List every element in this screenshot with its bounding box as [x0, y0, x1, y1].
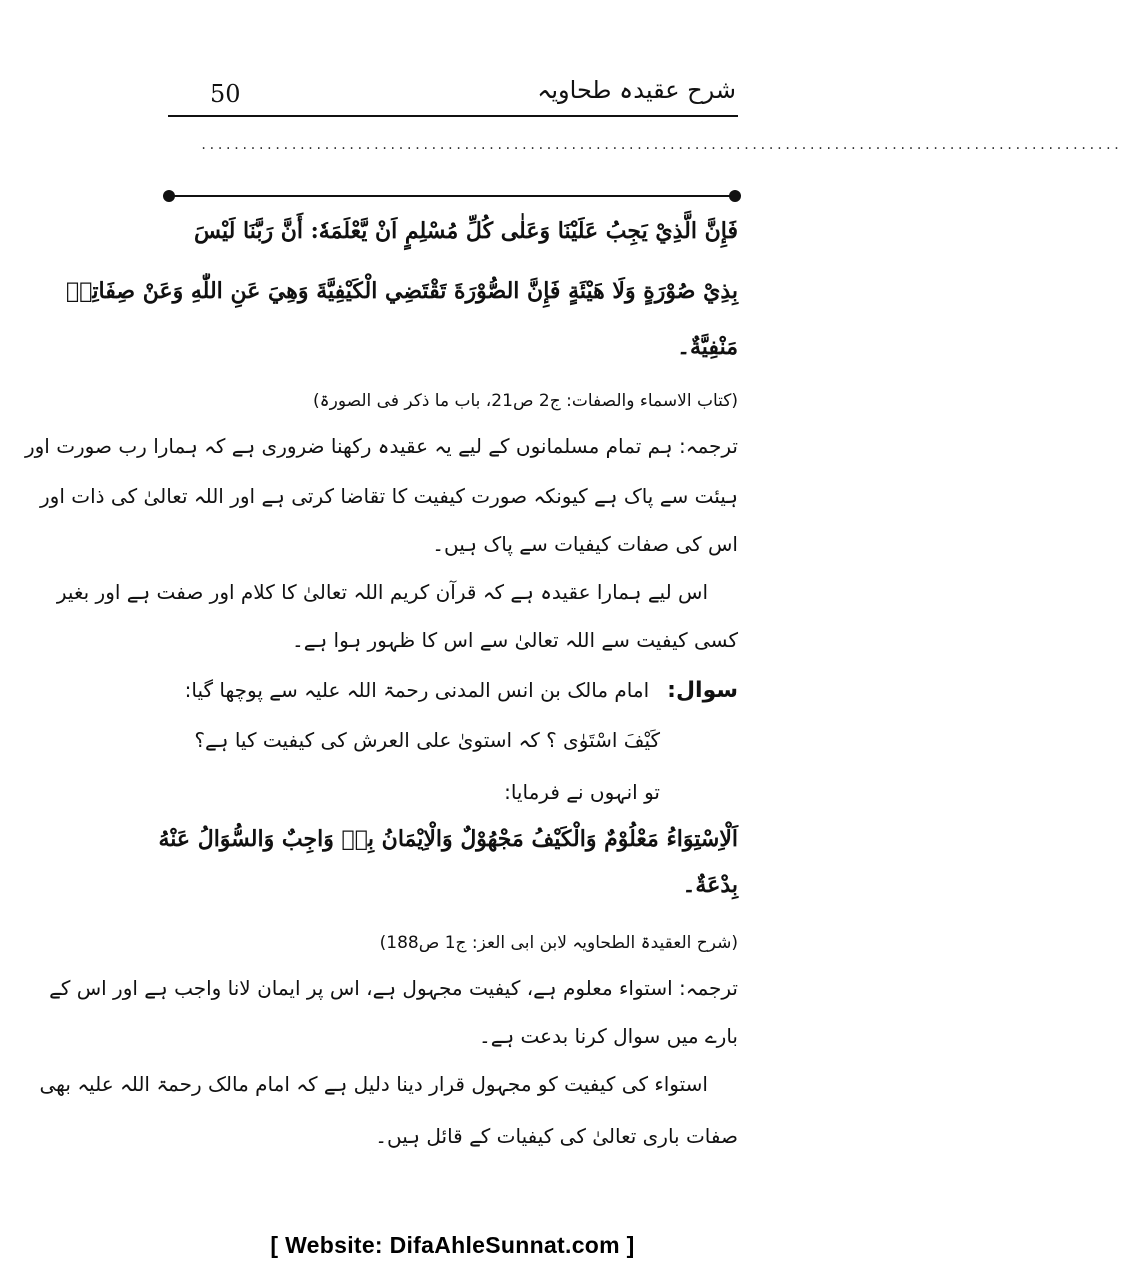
question-label: سوال:: [667, 678, 738, 703]
arabic-quote-1-line-1: فَإِنَّ الَّذِيْ يَجِبُ عَلَيْنَا وَعَلٰى كُلِّ مُسْلِمٍ اَنْ يَّعْلَمَهٗ: أَنَّ رَبَّنَا لَيْسَ: [193, 218, 738, 244]
reference-2: (شرح العقیدۃ الطحاویہ لابن ابی العز: ج1 ص188): [379, 933, 738, 953]
divider-dot-right: [729, 190, 741, 202]
dot-leader: ................................................................................................................: [200, 138, 1121, 152]
translation-2-line-2: بارے میں سوال کرنا بدعت ہے۔: [479, 1024, 738, 1048]
website-footer: [ Website: DifaAhleSunnat.com ]: [270, 1232, 635, 1258]
translation-1-line-3: اس کی صفات کیفیات سے پاک ہیں۔: [432, 532, 738, 556]
arabic-quote-2-line-2: بِدْعَةٌ۔: [682, 872, 738, 898]
arabic-quote-1-line-2: بِذِيْ صُوْرَةٍ وَلَا هَيْئَةٍ فَإِنَّ الصُّوْرَةَ تَقْتَضِي الْكَيْفِيَّةَ وَهِيَ عَنِ اللّٰهِ وَعَنْ صِفَاتِهٖ: [66, 278, 738, 304]
paragraph-1-line-1: اس لیے ہمارا عقیدہ ہے کہ قرآن کریم اللہ تعالیٰ کا کلام اور صفت ہے اور بغیر: [56, 580, 708, 604]
arabic-quote-2-line-1: اَلْاِسْتِوَاءُ مَعْلُوْمٌ وَالْكَيْفُ مَجْهُوْلٌ وَالْاِيْمَانُ بِهٖ وَاجِبٌ وَالسُّوَالُ عَنْهُ: [158, 826, 738, 852]
translation-1-line-2: ہیئت سے پاک ہے کیونکہ صورت کیفیت کا تقاضا کرتی ہے اور اللہ تعالیٰ کی ذات اور: [40, 484, 738, 508]
question-text: امام مالک بن انس المدنی رحمۃ اللہ علیہ سے پوچھا گیا:: [184, 678, 650, 702]
translation-2-line-1: ترجمہ: استواء معلوم ہے، کیفیت مجہول ہے، اس پر ایمان لانا واجب ہے اور اس کے: [49, 976, 738, 1000]
reference-1: (کتاب الاسماء والصفات: ج2 ص21، باب ما ذکر فی الصورۃ): [313, 391, 738, 411]
page-number: 50: [210, 80, 241, 108]
divider-line: [169, 195, 735, 197]
question-line-1: [150, 678, 738, 703]
arabic-quote-1-line-3: مَنْفِيَّةٌ۔: [677, 334, 738, 360]
question-line-2: كَيْفَ اسْتَوٰى ؟ کہ استویٰ علی العرش کی کیفیت کیا ہے؟: [194, 728, 660, 752]
header-rule: [168, 115, 738, 117]
translation-1-line-1: ترجمہ: ہم تمام مسلمانوں کے لیے یہ عقیدہ رکھنا ضروری ہے کہ ہمارا رب صورت اور: [24, 434, 738, 458]
paragraph-2-line-2: صفات باری تعالیٰ کی کیفیات کے قائل ہیں۔: [375, 1124, 738, 1148]
question-line-3: تو انہوں نے فرمایا:: [504, 780, 660, 804]
section-divider: [163, 190, 741, 202]
page-header: [168, 68, 738, 116]
divider-dot-left: [163, 190, 175, 202]
paragraph-2-line-1: استواء کی کیفیت کو مجہول قرار دینا دلیل ہے کہ امام مالک رحمۃ اللہ علیہ بھی: [39, 1072, 708, 1096]
running-title: شرح عقیدہ طحاویہ: [537, 76, 736, 104]
paragraph-1-line-2: کسی کیفیت سے اللہ تعالیٰ سے اس کا ظہور ہوا ہے۔: [292, 628, 738, 652]
